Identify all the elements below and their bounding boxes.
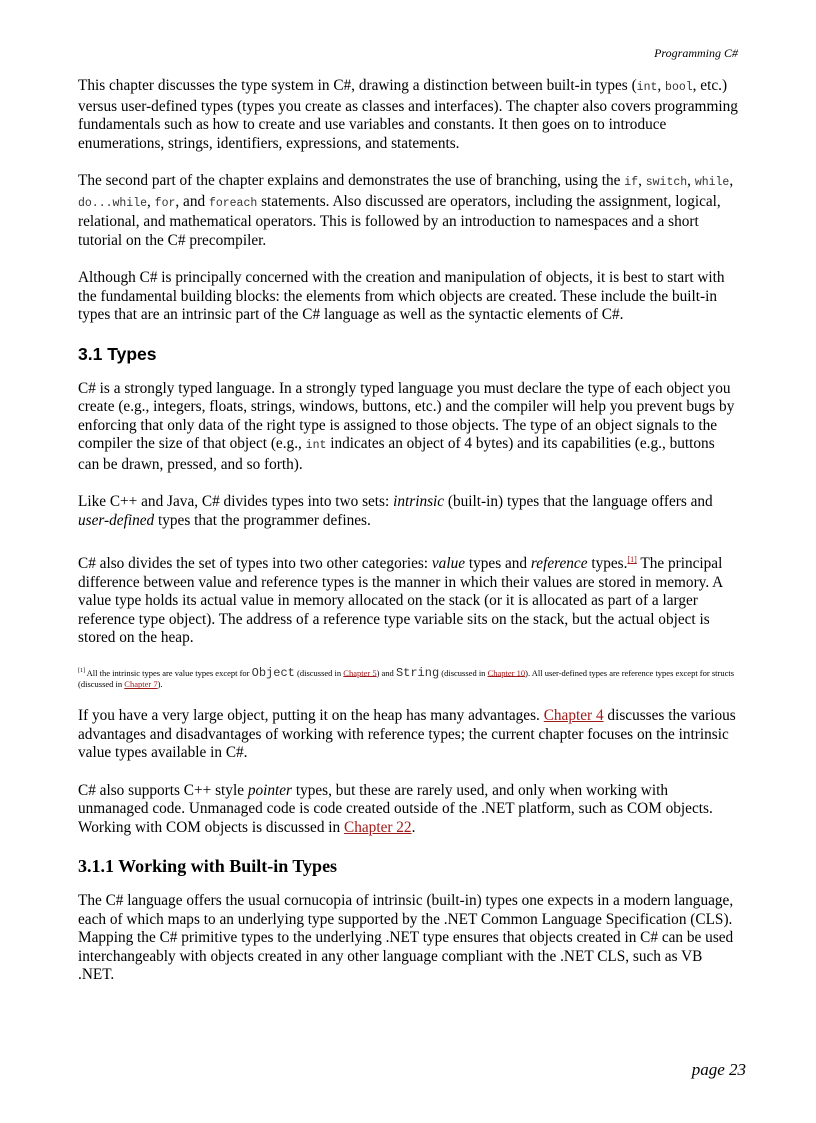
- chapter-22-link[interactable]: Chapter 22: [344, 818, 412, 836]
- code-switch: switch: [645, 176, 688, 189]
- section-heading-types: 3.1 Types: [78, 343, 157, 364]
- types-paragraph-4: If you have a very large object, putting it on the heap has many advantages. Chapter 4 discusses the various advantages and disadvantages of working with reference types; the current chapter focuses on the intrinsic value types available in C#.: [78, 707, 736, 762]
- types-paragraph-3: C# also divides the set of types into two other categories: value types and reference types.[1] The principal difference between value and reference types is the manner in which their values are stored in memory. A value type holds its actual value in memory allocated on the stack (or it is allocated as part of a larger reference type object). The address of a reference type variable sits on the stack, but the actual object is stored on the heap.: [78, 555, 723, 647]
- types-paragraph-2: Like C++ and Java, C# divides types into two sets: intrinsic (built-in) types that the language offers and user-defined types that the programmer defines.: [78, 493, 713, 529]
- code-do-while: do...while: [78, 196, 148, 210]
- footnote: [1] All the intrinsic types are value types except for Object (discussed in Chapter 5) and String (discussed in Chapter 10). All user-defined types are reference types except for structs (discussed in Chapter 7).: [78, 665, 735, 690]
- code-string: String: [395, 665, 440, 680]
- code-while: while: [694, 176, 730, 189]
- intro-paragraph-2: The second part of the chapter explains and demonstrates the use of branching, using the if, switch, while, do...while, for, and foreach statements. Also discussed are operators, including the assignment, logical, relational, and mathematical operators. This is followed by an introduction to namespaces and a short tutorial on the C# precompiler.: [78, 172, 734, 249]
- intro-paragraph-1: This chapter discusses the type system in C#, drawing a distinction between built-in types (int, bool, etc.) versus user-defined types (types you create as classes and interfaces). The chapter also covers programming fundamentals such as how to create and use variables and constants. It then goes on to introduce enumerations, strings, identifiers, expressions, and statements.: [78, 77, 738, 152]
- chapter-5-link[interactable]: Chapter 5: [343, 667, 377, 678]
- code-int: int: [636, 81, 658, 94]
- code-bool: bool: [665, 81, 693, 94]
- code-object: Object: [251, 665, 295, 680]
- running-header: Programming C#: [654, 46, 738, 60]
- page-number: page 23: [691, 1060, 746, 1079]
- chapter-7-link[interactable]: Chapter 7: [124, 679, 158, 690]
- code-foreach: foreach: [208, 196, 258, 210]
- types-paragraph-5: C# also supports C++ style pointer types, but these are rarely used, and only when working with unmanaged code. Unmanaged code is code created outside of the .NET platform, such as COM objects. Working with COM objects is discussed in Chapter 22.: [78, 781, 713, 836]
- footnote-ref-link[interactable]: [1]: [627, 555, 637, 564]
- types-paragraph-1: C# is a strongly typed language. In a strongly typed language you must declare the type of each object you create (e.g., integers, floats, strings, windows, buttons, etc.) and the compiler will help you prevent bugs by enforcing that only data of the right type is assigned to those objects. The type of an object signals to the compiler the size of that object (e.g., int indicates an object of 4 bytes) and its capabilities (e.g., buttons can be drawn, pressed, and so forth).: [78, 379, 735, 473]
- builtin-paragraph-1: The C# language offers the usual cornucopia of intrinsic (built-in) types one expects in a modern language, each of which maps to an underlying type supported by the .NET Common Language Specification (CLS). Mapping the C# primitive types to the underlying .NET type ensures that objects created in C# can be used interchangeably with objects created in any other language compliant with the .NET CLS, such as VB .NET.: [78, 892, 734, 984]
- code-for: for: [154, 196, 176, 210]
- chapter-4-link[interactable]: Chapter 4: [543, 707, 604, 725]
- page-body: [78, 77, 738, 1004]
- chapter-10-link[interactable]: Chapter 10: [487, 667, 526, 678]
- intro-paragraph-3: Although C# is principally concerned with the creation and manipulation of objects, it is best to start with the fundamental building blocks: the elements from which objects are created. These include the built-in types that are an intrinsic part of the C# language as well as the syntactic elements of C#.: [78, 269, 725, 323]
- code-int: int: [305, 439, 327, 452]
- section-heading-builtin-types: 3.1.1 Working with Built-in Types: [78, 856, 338, 877]
- code-if: if: [624, 176, 639, 189]
